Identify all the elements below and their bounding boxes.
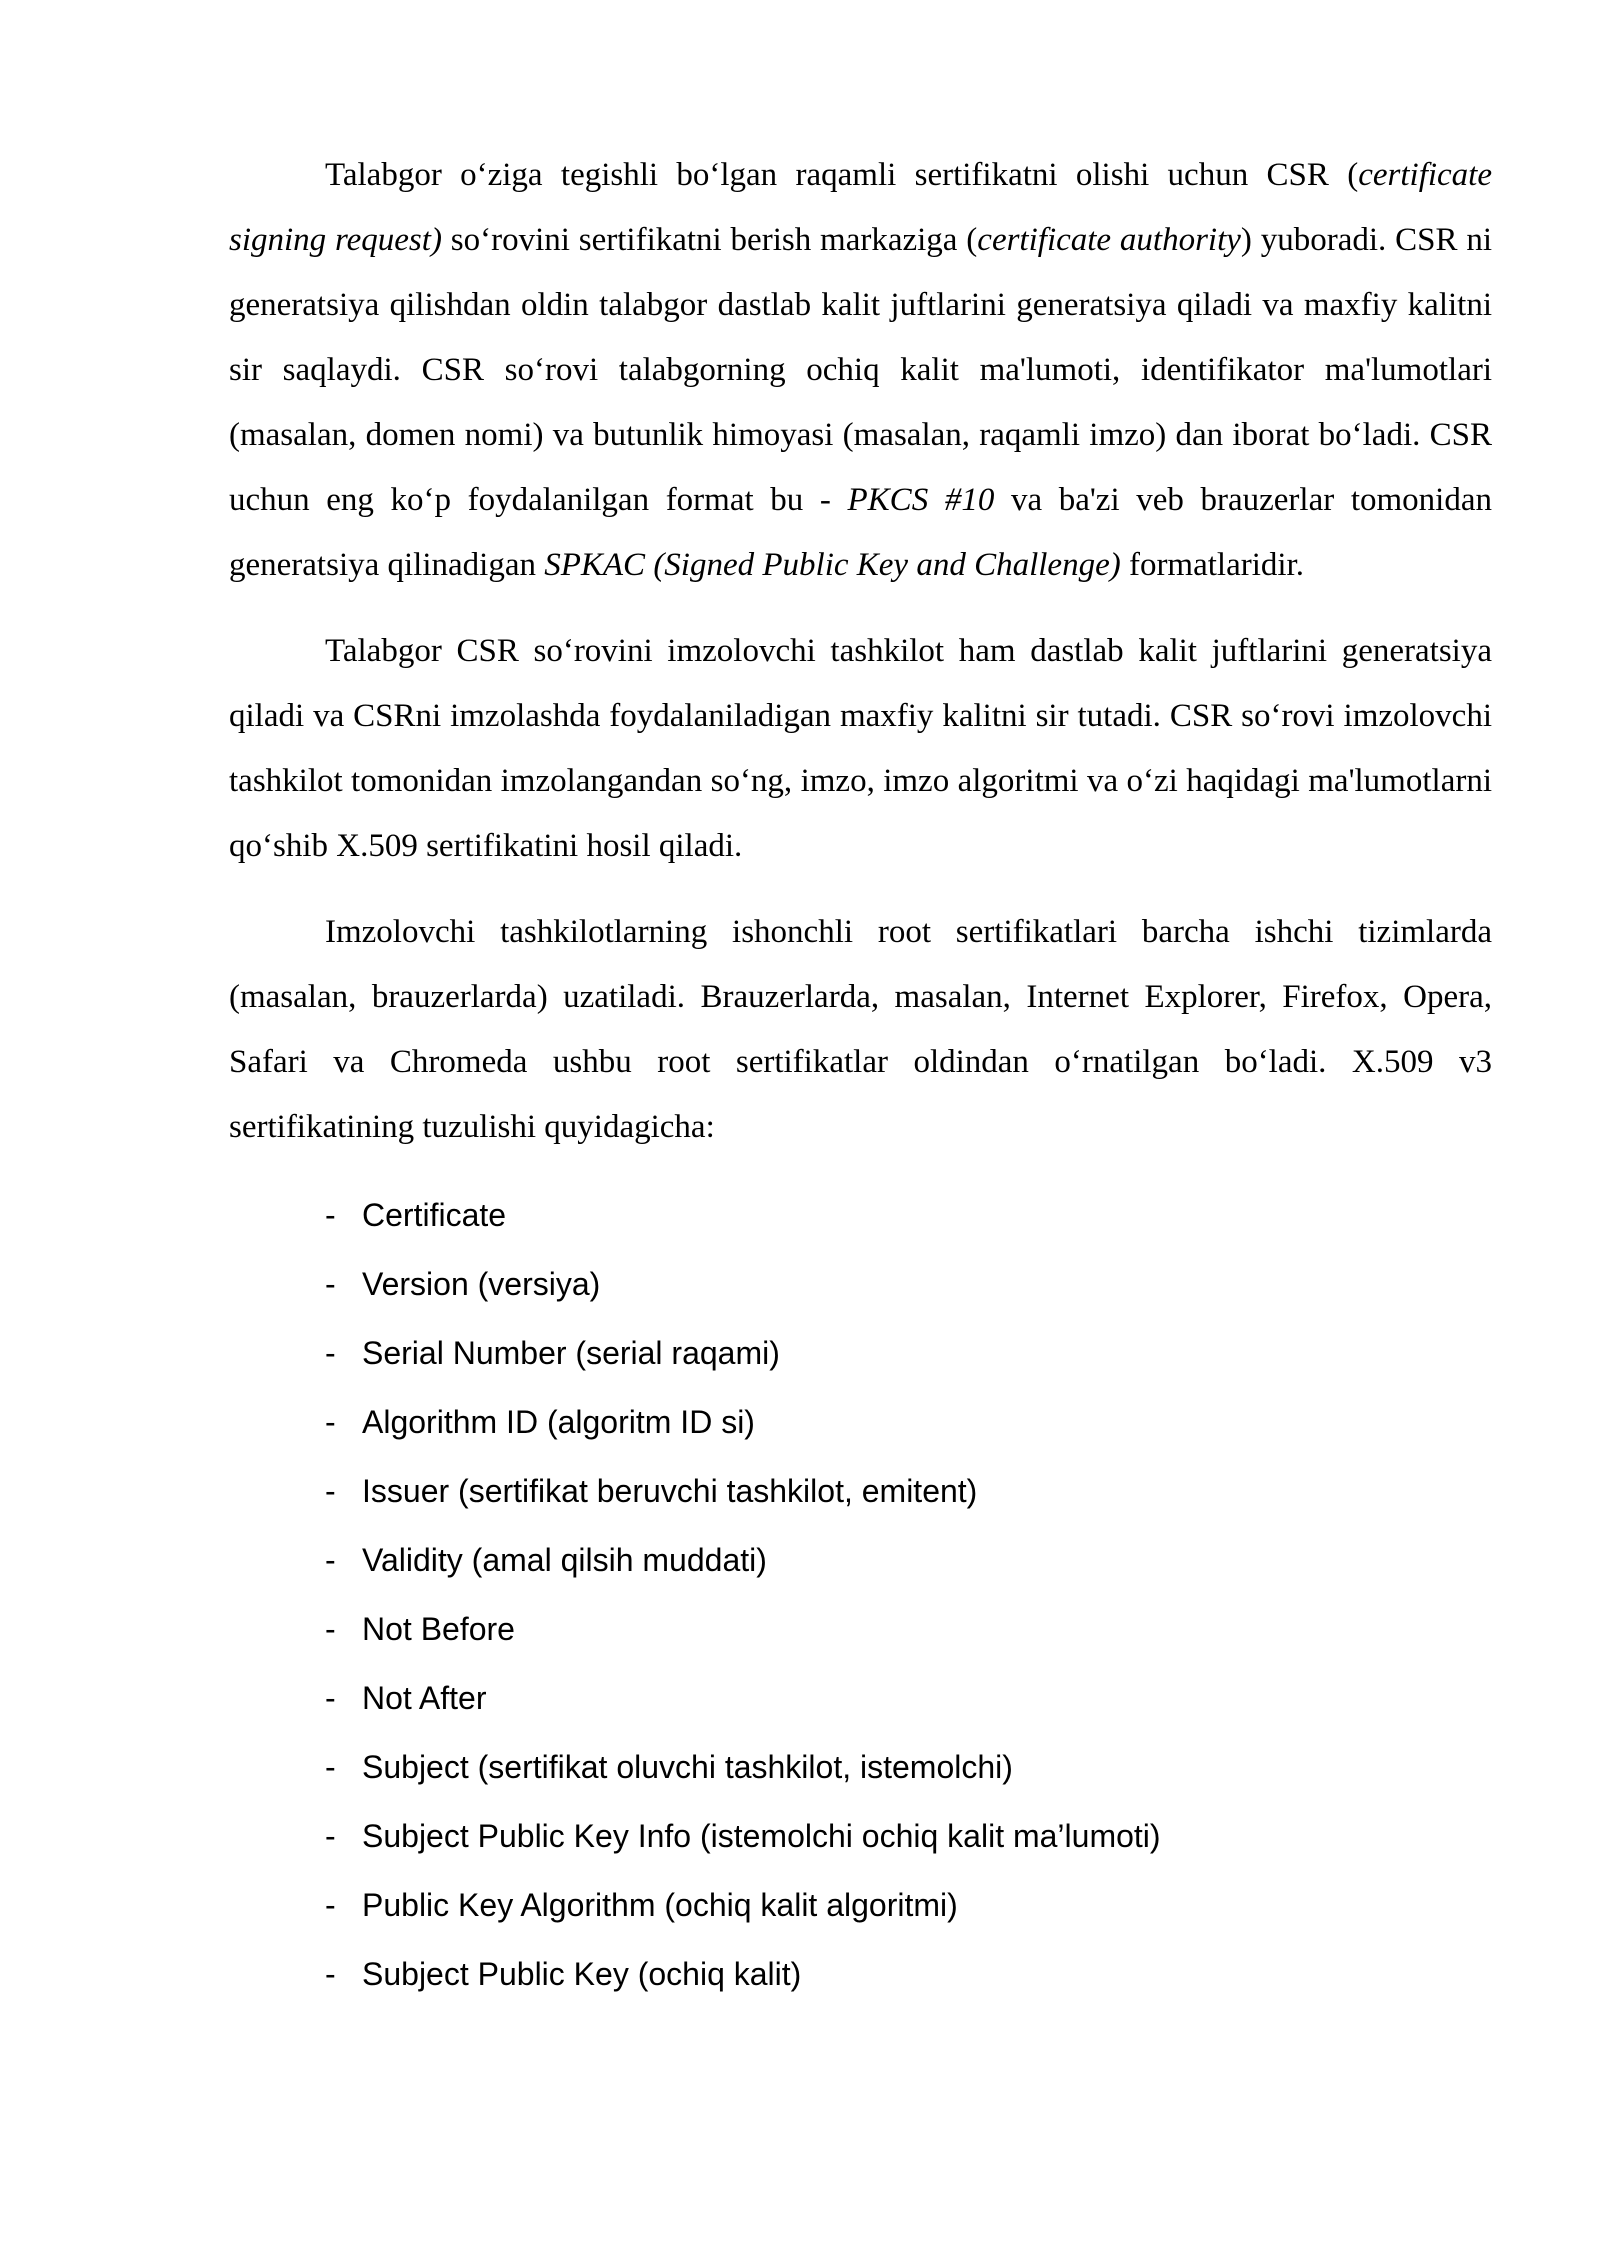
list-dash: - xyxy=(325,1197,336,1233)
list-item-text: Public Key Algorithm (ochiq kalit algoritmi) xyxy=(362,1887,958,1923)
list-item-text: Subject Public Key (ochiq kalit) xyxy=(362,1956,802,1992)
list-item-text: Not Before xyxy=(362,1611,515,1647)
certificate-structure-list xyxy=(229,1181,1492,2009)
list-item-text: Issuer (sertifikat beruvchi tashkilot, emitent) xyxy=(362,1473,978,1509)
list-item-text: Serial Number (serial raqami) xyxy=(362,1335,780,1371)
list-item xyxy=(229,1595,1492,1664)
list-dash: - xyxy=(325,1473,336,1509)
list-item-text: Not After xyxy=(362,1680,487,1716)
paragraph-csr-signing xyxy=(229,619,1492,879)
list-dash: - xyxy=(325,1542,336,1578)
text-run-italic: certificate authority xyxy=(977,222,1241,258)
list-item xyxy=(229,1802,1492,1871)
text-run-italic: SPKAC (Signed Public Key and Challenge) xyxy=(544,547,1121,583)
text-run: ) yuboradi. CSR ni generatsiya qilishdan oldin talabgor dastlab kalit juftlarini generatsiya qiladi va maxfiy kalitni sir saqlaydi. CSR so‘rovi talabgorning ochiq kalit ma'lumoti, identifikator ma'lumotlari (masalan, domen nomi) va butunlik himoyasi (masalan, raqamli imzo) dan iborat bo‘ladi. CSR uchun eng ko‘p foydalanilgan format bu - xyxy=(229,222,1493,518)
text-run-italic: certificate signing request) xyxy=(229,157,1492,258)
list-item-text: Certificate xyxy=(362,1197,507,1233)
list-dash: - xyxy=(325,1956,336,1992)
list-item xyxy=(229,1871,1492,1940)
list-dash: - xyxy=(325,1818,336,1854)
list-dash: - xyxy=(325,1335,336,1371)
list-item-text: Validity (amal qilsih muddati) xyxy=(362,1542,767,1578)
list-item xyxy=(229,1733,1492,1802)
list-dash: - xyxy=(325,1266,336,1302)
document-page xyxy=(229,143,1492,2009)
list-dash: - xyxy=(325,1887,336,1923)
text-run: Talabgor o‘ziga tegishli bo‘lgan raqamli sertifikatni olishi uchun CSR ( xyxy=(325,157,1359,193)
list-item xyxy=(229,1664,1492,1733)
list-item xyxy=(229,1319,1492,1388)
list-item xyxy=(229,1457,1492,1526)
text-run: Talabgor CSR so‘rovini imzolovchi tashkilot ham dastlab kalit juftlarini generatsiya qiladi va CSRni imzolashda foydalaniladigan maxfiy kalitni sir tutadi. CSR so‘rovi imzolovchi tashkilot tomonidan imzolangandan so‘ng, imzo, imzo algoritmi va o‘zi haqidagi ma'lumotlarni qo‘shib X.509 sertifikatini hosil qiladi. xyxy=(229,633,1492,864)
list-item xyxy=(229,1388,1492,1457)
text-run: so‘rovini sertifikatni berish markaziga ( xyxy=(441,222,978,258)
text-run: va ba'zi veb brauzerlar tomonidan generatsiya qilinadigan xyxy=(229,482,1493,583)
list-item-text: Version (versiya) xyxy=(362,1266,601,1302)
paragraph-root-certificates xyxy=(229,900,1492,1160)
list-item xyxy=(229,1181,1492,1250)
list-item xyxy=(229,1250,1492,1319)
list-item-text: Algorithm ID (algoritm ID si) xyxy=(362,1404,755,1440)
text-run: Imzolovchi tashkilotlarning ishonchli root sertifikatlari barcha ishchi tizimlarda (masalan, brauzerlarda) uzatiladi. Brauzerlarda, masalan, Internet Explorer, Firefox, Opera, Safari va Chromeda ushbu root sertifikatlar oldindan o‘rnatilgan bo‘ladi. X.509 v3 sertifikatining tuzulishi quyidagicha: xyxy=(229,914,1492,1145)
list-item xyxy=(229,1526,1492,1595)
text-run: formatlaridir. xyxy=(1120,547,1304,583)
list-item-text: Subject Public Key Info (istemolchi ochiq kalit ma’lumoti) xyxy=(362,1818,1161,1854)
list-dash: - xyxy=(325,1404,336,1440)
list-item xyxy=(229,1940,1492,2009)
list-dash: - xyxy=(325,1680,336,1716)
list-item-text: Subject (sertifikat oluvchi tashkilot, istemolchi) xyxy=(362,1749,1013,1785)
list-dash: - xyxy=(325,1611,336,1647)
paragraph-csr-request xyxy=(229,143,1492,598)
text-run-italic: PKCS #10 xyxy=(847,482,995,518)
list-dash: - xyxy=(325,1749,336,1785)
